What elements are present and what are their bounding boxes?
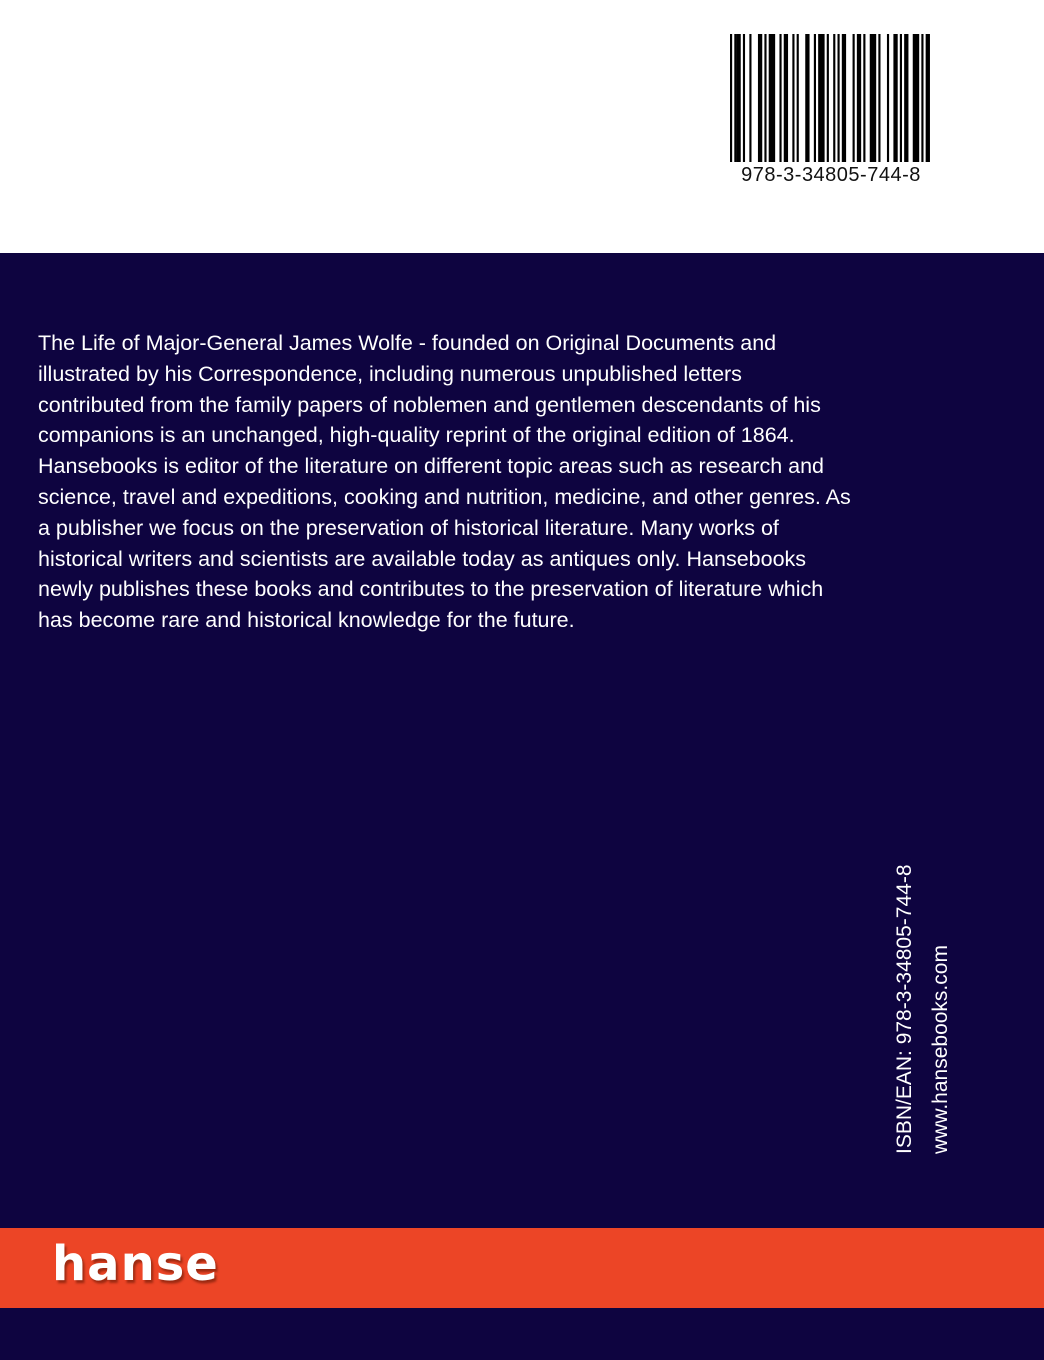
bottom-strip bbox=[0, 1308, 1044, 1360]
isbn-text: ISBN/EAN: 978-3-34805-744-8 bbox=[893, 864, 916, 1154]
barcode bbox=[728, 34, 934, 192]
spine-info bbox=[885, 832, 965, 1162]
website-text: www.hansebooks.com bbox=[929, 945, 952, 1154]
book-description: The Life of Major-General James Wolfe - founded on Original Documents and illustrated by his Correspondence, including numerous unpublished letters contributed from the family papers of noblemen and gentlemen descendants of his companions is an unchanged, high-quality reprint of the original edition of 1864. Hansebooks is editor of the literature on different topic areas such as research and science, travel and expeditions, cooking and nutrition, medicine, and other genres. As a publisher we focus on the preservation of historical literature. Many works of historical writers and scientists are available today as antiques only. Hansebooks newly publishes these books and contributes to the preservation of literature which has become rare and historical knowledge for the future. bbox=[38, 331, 851, 633]
publisher-band bbox=[0, 1228, 1044, 1308]
barcode-bars bbox=[728, 34, 934, 162]
hanse-logo: hanse bbox=[52, 1236, 219, 1292]
barcode-number: 978-3-34805-744-8 bbox=[741, 164, 921, 186]
barcode-area bbox=[0, 0, 1044, 253]
